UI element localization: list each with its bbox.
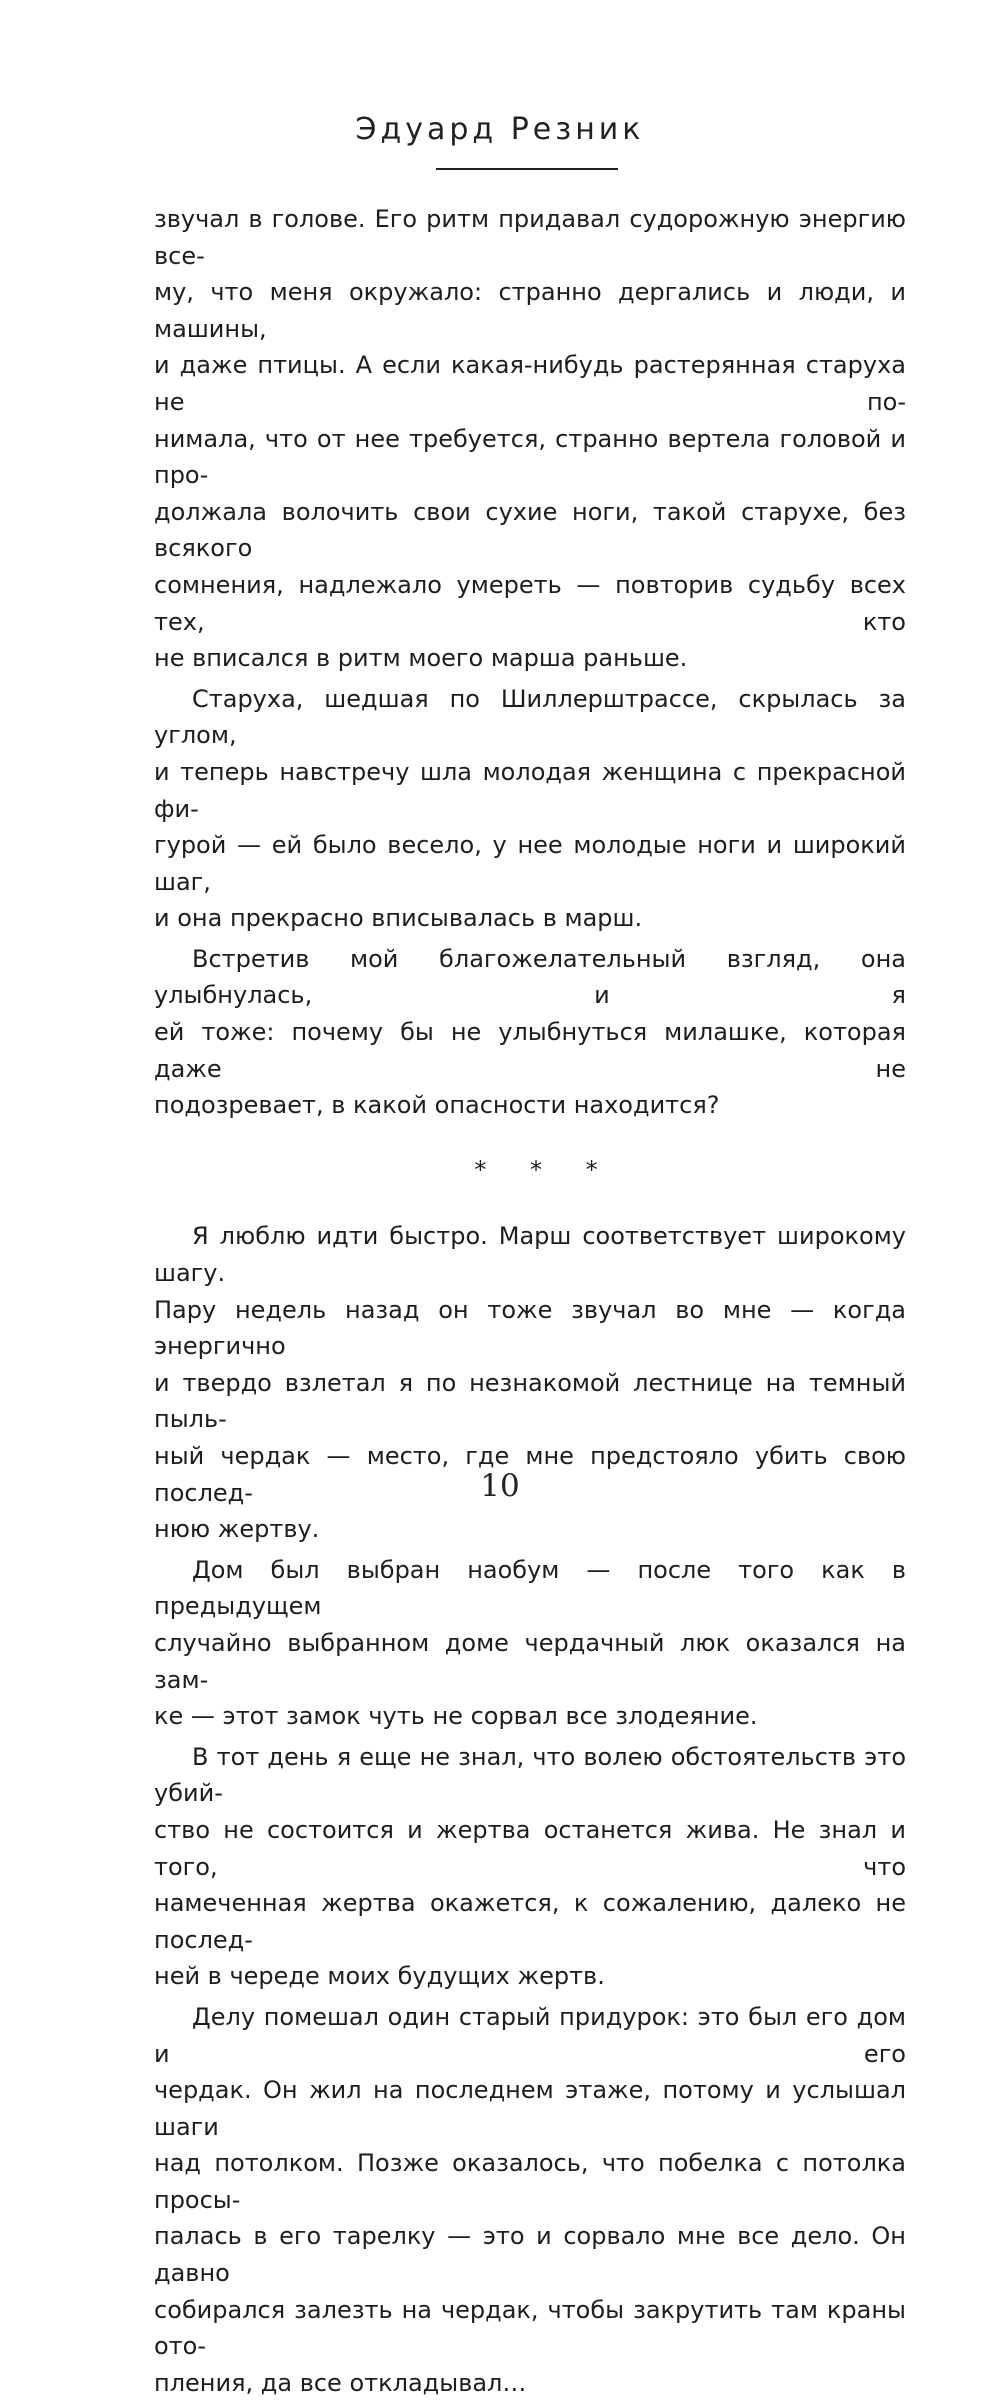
text-line: ный чердак — место, где мне предстояло убить свою послед- xyxy=(154,1442,906,1507)
text-line: должала волочить свои сухие ноги, такой старухе, без всякого xyxy=(154,497,906,563)
paragraph xyxy=(154,201,906,677)
text-line: ней в череде моих будущих жертв. xyxy=(154,1962,605,1991)
page-number: 10 xyxy=(480,1468,520,1504)
text-line: Дом был выбран наобум — после того как в предыдущем xyxy=(154,1555,906,1621)
text-line: ство не состоится и жертва останется жива. Не знал и того, что xyxy=(154,1815,906,1881)
paragraph xyxy=(154,1552,906,1735)
paragraph xyxy=(154,1739,906,1995)
text-line: нюю жертву. xyxy=(154,1515,320,1544)
text-line: собирался залезть на чердак, чтобы закрутить там краны ото- xyxy=(154,2295,906,2361)
text-line: В тот день я еще не знал, что волею обстоятельств это убий- xyxy=(154,1742,906,1808)
text-line: нимала, что от нее требуется, странно вертела головой и про- xyxy=(154,424,906,490)
text-line: му, что меня окружало: странно дергались и люди, и машины, xyxy=(154,278,906,343)
text-line: гурой — ей было весело, у нее молодые ноги и широкий шаг, xyxy=(154,831,906,896)
body-text xyxy=(154,201,906,2405)
text-line: и даже птицы. А если какая-нибудь растерянная старуха не по- xyxy=(154,351,906,416)
text-line: сомнения, надлежало умереть — повторив судьбу всех тех, кто xyxy=(154,570,906,636)
text-line: намеченная жертва окажется, к сожалению, далеко не послед- xyxy=(154,1889,906,1954)
text-line: Делу помешал один старый придурок: это был его дом и его xyxy=(154,2002,906,2068)
text-line last-line: не вписался в ритм моего марша раньше. xyxy=(154,644,688,673)
running-head-author: Эдуард Резник xyxy=(355,112,645,147)
text-line: Старуха, шедшая по Шиллерштрассе, скрылась за углом, xyxy=(154,684,906,750)
text-line: и твердо взлетал я по незнакомой лестнице на темный пыль- xyxy=(154,1368,906,1434)
text-line: Встретив мой благожелательный взгляд, она улыбнулась, и я xyxy=(154,944,906,1010)
text-line: звучал в голове. Его ритм придавал судорожную энергию все- xyxy=(154,205,906,270)
paragraph xyxy=(154,1999,906,2402)
paragraph xyxy=(154,941,906,1124)
text-line: пления, да все откладывал… xyxy=(154,2368,527,2397)
text-line: ке — этот замок чуть не сорвал все злодеяние. xyxy=(154,1702,758,1731)
text-line: случайно выбранном доме чердачный люк оказался на зам- xyxy=(154,1628,906,1694)
text-line: подозревает, в какой опасности находится? xyxy=(154,1091,720,1120)
text-line: ей тоже: почему бы не улыбнуться милашке, которая даже не xyxy=(154,1018,906,1083)
header-rule xyxy=(436,168,618,170)
text-line: Я люблю идти быстро. Марш соответствует широкому шагу. xyxy=(154,1222,906,1288)
section-break: * * * xyxy=(474,1155,616,1184)
paragraph xyxy=(154,681,906,937)
text-line: чердак. Он жил на последнем этаже, потому и услышал шаги xyxy=(154,2076,906,2141)
text-line: и она прекрасно вписывалась в марш. xyxy=(154,904,643,933)
text-line: над потолком. Позже оказалось, что побелка с потолка просы- xyxy=(154,2149,906,2214)
text-line: Пару недель назад он тоже звучал во мне — когда энергично xyxy=(154,1295,906,1361)
text-line: и теперь навстречу шла молодая женщина с прекрасной фи- xyxy=(154,757,906,823)
text-line: палась в его тарелку — это и сорвало мне все дело. Он давно xyxy=(154,2222,906,2288)
